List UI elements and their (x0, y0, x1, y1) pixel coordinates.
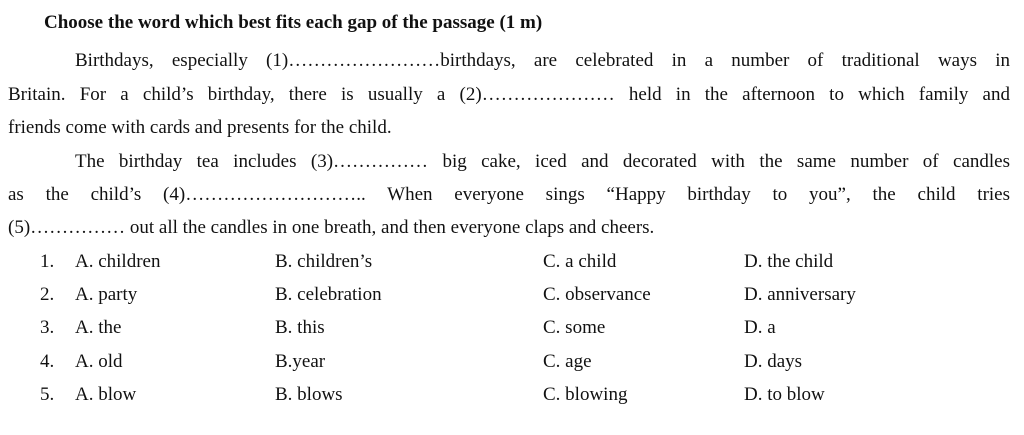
option-a[interactable]: A. children (75, 251, 161, 272)
passage-line-5: as the child’s (4)……………………….. When everyone sings “Happy birthday to you”, the child tries (8, 184, 1010, 205)
passage-line-2: Britain. For a child’s birthday, there is usually a (2)………………… held in the afternoon to which family and (8, 84, 1010, 105)
option-c[interactable]: C. age (543, 351, 592, 372)
option-d[interactable]: D. anniversary (744, 284, 856, 305)
question-number: 1. (40, 251, 55, 272)
option-c[interactable]: C. blowing (543, 384, 628, 405)
option-a[interactable]: A. old (75, 351, 123, 372)
option-c[interactable]: C. a child (543, 251, 617, 272)
question-number: 4. (40, 351, 55, 372)
option-b[interactable]: B. this (275, 317, 325, 338)
passage-line-1: Birthdays, especially (1)……………………birthdays, are celebrated in a number of traditional ways in (75, 50, 1010, 71)
option-d[interactable]: D. to blow (744, 384, 825, 405)
option-c[interactable]: C. observance (543, 284, 651, 305)
option-c[interactable]: C. some (543, 317, 606, 338)
option-a[interactable]: A. blow (75, 384, 137, 405)
passage-line-4: The birthday tea includes (3)…………… big cake, iced and decorated with the same number of candles (75, 151, 1010, 172)
exercise-title: Choose the word which best fits each gap of the passage (1 m) (44, 12, 543, 33)
option-b[interactable]: B. blows (275, 384, 343, 405)
question-number: 3. (40, 317, 55, 338)
option-d[interactable]: D. a (744, 317, 776, 338)
question-number: 5. (40, 384, 55, 405)
passage-line-6: (5)…………… out all the candles in one breath, and then everyone claps and cheers. (8, 217, 655, 238)
option-b[interactable]: B. celebration (275, 284, 382, 305)
option-d[interactable]: D. days (744, 351, 803, 372)
option-b[interactable]: B.year (275, 351, 326, 372)
passage-line-3: friends come with cards and presents for the child. (8, 117, 392, 138)
question-number: 2. (40, 284, 55, 305)
option-a[interactable]: A. the (75, 317, 122, 338)
option-d[interactable]: D. the child (744, 251, 834, 272)
option-a[interactable]: A. party (75, 284, 138, 305)
option-b[interactable]: B. children’s (275, 251, 373, 272)
